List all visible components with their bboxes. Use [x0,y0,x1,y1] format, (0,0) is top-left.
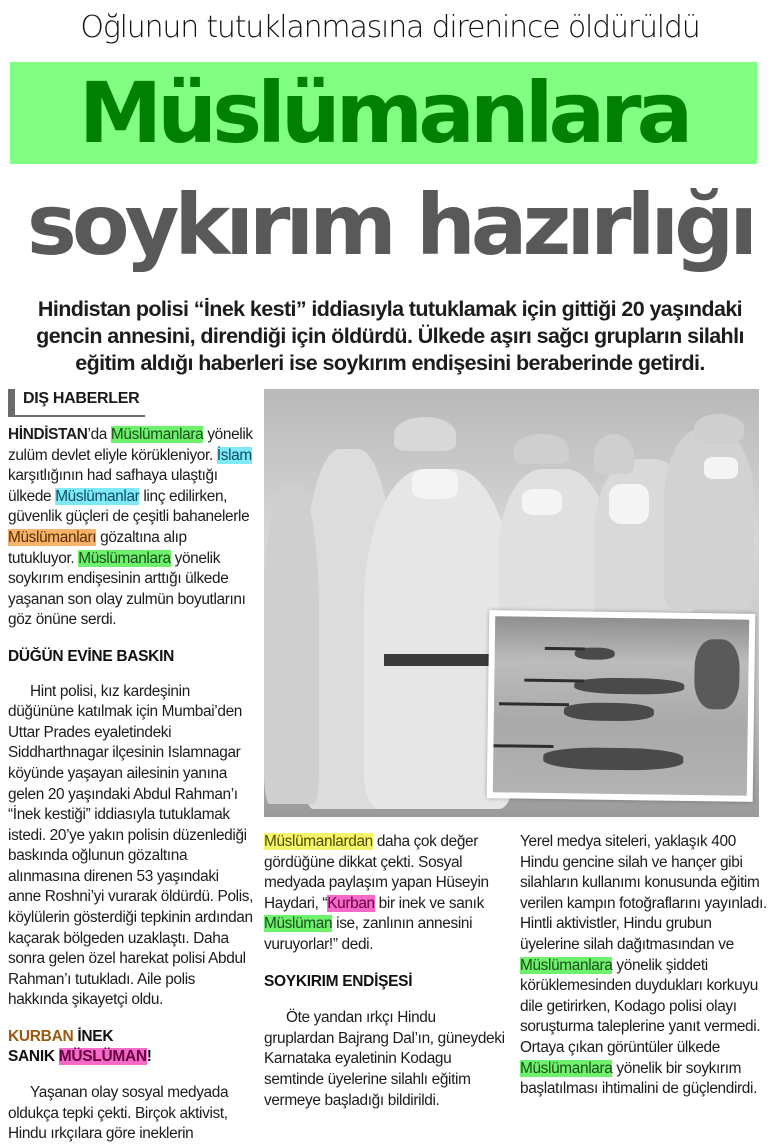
headline-line1-banner [10,62,757,164]
paragraph-text: yönelik bir soykırım başlatılması ihtimalini de güçlendirdi. [520,1059,757,1098]
photo-trainee [574,677,684,695]
photo-cap [694,414,744,442]
section-label-text: DIŞ HABERLER [23,390,140,407]
photo-rifle [499,702,569,706]
photo-cap [594,434,634,474]
subheading-word: ! [146,1048,152,1066]
highlight-muslumanlara: Müslümanlara [78,549,171,567]
subheading-soykirim-endisesi: SOYKIRIM ENDİŞESİ [264,972,413,990]
headline-line2: soykırım hazırlığı [26,176,754,274]
highlight-kurban: Kurban [327,894,375,912]
training-camp-photo [487,610,756,802]
photo-figure [664,429,754,609]
photo-trainee [543,747,683,771]
photo-rifle [545,647,585,651]
headline-kicker: Oğlunun tutuklanmasına direnince öldürüldü [80,10,700,45]
subheading-word-kurban: KURBAN [8,1028,74,1046]
subheading-word-musluman: MÜSLÜMAN [58,1048,147,1066]
intro-text: ’da [87,426,111,443]
article-column-1 [8,425,254,1145]
photo-cap [394,417,456,451]
photo-mask [704,457,738,479]
paragraph-text: ise, zanlının annesini vuruyorlar!” dedi. [264,915,473,953]
photo-mask [522,489,562,515]
photo-figure [264,484,319,804]
photo-cap [514,434,569,464]
subheading-dugun-evine-baskin: DÜĞÜN EVİNE BASKIN [8,647,174,665]
intro-paragraph [8,425,254,631]
paragraph: Hint polisi, kız kardeşinin düğününe katılmak için Mumbai’den Uttar Prades eyaletindeki Siddharthnagar ilçesinin Islamnagar köyünde yaşayan ailesinin yanına gelen 20 yaşındaki Abdul Rahman’ı “İnek kestiği” iddiasıyla tutuklamak istedi. 20’ye yakın polisin düzenlediği baskında oğlunun gözaltına alınmasına direnen 53 yaşındaki anne Roshni’yi vurarak öldürdü. Polis, köylülerin gösterdiği tepkinin ardından kaçarak bölgeden uzaklaştı. Daha sonra gelen özel harekat polisi Abdul Rahman’ı tutukladı. Aile polis hakkında şikayetçi oldu. [8,682,254,1009]
photo-mask [412,469,458,499]
highlight-islam: İslam [216,446,252,464]
article-column-3 [520,832,770,1100]
paragraph-text: Yerel medya siteleri, yaklaşık 400 Hindu gencine silah ve hançer gibi silahların kullanımı konusunda eğitim verilen kampın fotoğraflarını yayınladı. Hintli aktivistler, Hindu grubun üyelerine silah dağıtmasından ve [520,833,767,953]
section-label [8,389,145,417]
photo-trainee [694,639,740,710]
subheading-word: SANIK [8,1048,59,1066]
photo-trainee [564,702,654,721]
headline-line1: Müslümanlara [78,64,689,162]
paragraph [520,832,770,1100]
paragraph: Öte yandan ırkçı Hindu gruplardan Bajrang Dal’ın, güneydeki Karnataka eyaletinin Kodagu semtinde üyelerine silahlı eğitim vermeye başladığı bildirildi. [264,1009,505,1109]
highlight-muslumanlardan: Müslümanlardan [264,833,373,850]
highlight-muslumanlar: Müslümanlar [55,487,140,505]
paragraph [264,832,508,956]
subheading-word: İNEK [73,1028,114,1046]
highlight-muslumanlara: Müslümanlara [520,956,613,974]
highlight-musluman: Müslüman [264,915,333,933]
highlight-muslumanlari: Müslümanları [8,528,97,546]
highlight-muslumanlara: Müslümanlara [110,426,204,443]
highlight-muslumanlara: Müslümanlara [520,1059,613,1077]
training-camp-photo-image [493,616,749,796]
photo-belt [384,654,494,666]
intro-text: yönelik zulüm devlet eliyle körükleniyor. [8,426,253,464]
intro-text: gözaltına alıp tutukluyor. [8,528,187,567]
intro-text: karşıtlığının had safhaya ulaştığı ülkede [8,467,218,505]
photo-mask [609,484,649,524]
paragraph-text: bir inek ve sanık [374,894,484,912]
intro-text: yönelik soykırım endişesinin arttığı ülkede yaşanan son olay zulmün boyutlarını göz önüne serdi. [8,549,246,629]
headline-deck: Hindistan polisi “İnek kesti” iddiasıyla tutuklamak için gittiği 20 yaşındaki gencin annesini, direndiği için öldürdü. Ülkede aşırı sağcı grupların silahlı eğitim aldığı haberleri ise soykırım endişesini beraberinde getirdi. [36,297,744,375]
paragraph: Yaşanan olay sosyal medyada oldukça tepki çekti. Birçok aktivist, Hindu ırkçılara göre ineklerin [8,1084,229,1143]
intro-text: linç edilirken, güvenlik güçleri de çeşitli bahanelerle [8,487,250,526]
subheading-kurban-inek [8,1027,254,1067]
intro-lead: HİNDİSTAN [8,426,88,443]
article-column-2 [264,832,508,1111]
paragraph-text: daha çok değer gördüğüne dikkat çekti. Sosyal medyada paylaşım yapan Hüseyin Haydari, “ [264,833,489,912]
photo-rifle [493,744,553,748]
photo-rifle [524,679,584,683]
paragraph-text: yönelik şiddeti körüklemesinden duydukları korkuyu dile getirirken, Kodago polisi olayı soruşturma taleplerine yanıt vermedi. Ortaya çıkan görüntüler ülkede [520,956,761,1056]
